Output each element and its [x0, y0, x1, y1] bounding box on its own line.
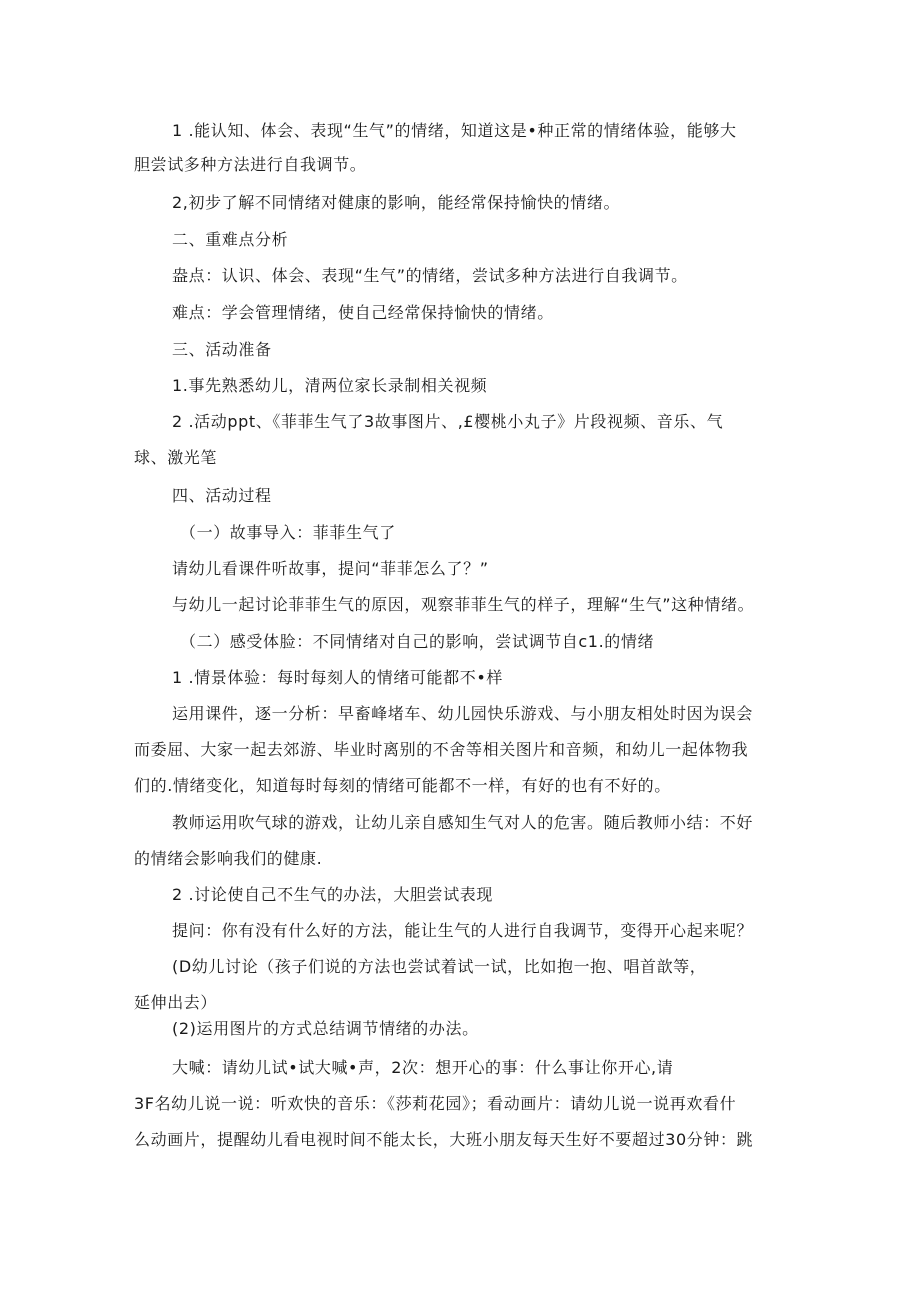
text-line: 1 .情景体验：每时每刻人的情绪可能都不•样: [172, 668, 503, 687]
subsection-heading: （二）感受体脸：不同情绪对自己的影响，尝试调节自c1.的情绪: [180, 632, 655, 651]
subsection-heading: （一）故事导入：菲菲生气了: [180, 523, 396, 542]
text-line: 1.事先熟悉幼儿，清两位家长录制相关视频: [172, 376, 488, 395]
text-line: 2 .讨论使自己不生气的办法，大胆尝试表现: [172, 885, 493, 904]
text-line: (D幼儿讨论（孩子们说的方法也尝试着试一试，比如抱一抱、唱首歆等，: [172, 957, 707, 976]
text-line: 1 .能认知、体会、表现“生气”的情绪，知道这是•种正常的情绪体验，能够大: [172, 121, 737, 140]
text-line: 2 .活动ppt、《菲菲生气了3故事图片、,£樱桃小丸子》片段视频、音乐、气: [172, 412, 724, 431]
text-line: 运用课件，逐一分析：早畜峰堵车、幼儿园快乐游戏、与小朋友相处时因为误会: [172, 704, 754, 723]
text-line: (2)运用图片的方式总结调节情绪的办法。: [172, 1019, 479, 1038]
section-heading: 三、活动准备: [172, 340, 272, 359]
text-line: 3F名幼儿说一说：听欢快的音乐：《莎莉花园》；看动画片：请幼儿说一说再欢看什: [134, 1094, 737, 1113]
text-line: 们的.情绪变化，知道每时每刻的情绪可能都不一样，有好的也有不好的。: [134, 776, 671, 795]
section-heading: 二、重难点分析: [172, 230, 289, 249]
text-line: 么动画片，提醒幼儿看电视时间不能太长，大班小朋友每天生好不要超过30分钟：跳: [134, 1130, 754, 1149]
text-line: 延伸出去）: [134, 993, 218, 1012]
text-line: 2,初步了解不同情绪对健康的影响，能经常保持愉快的情绪。: [172, 193, 621, 212]
text-line: 的情绪会影响我们的健康.: [134, 849, 323, 868]
text-line: 与幼儿一起讨论菲菲生气的原因，观察菲菲生气的样子，理解“生气”这种情绪。: [172, 595, 755, 614]
text-line: 大喊：请幼儿试•试大喊•声，2次：想开心的事：什么事让你开心,请: [172, 1058, 674, 1077]
text-line: 提问：你有没有什么好的方法，能让生气的人进行自我调节，变得开心起来呢？: [172, 921, 754, 940]
text-line: 胆尝试多种方法进行自我调节。: [134, 155, 367, 174]
text-line: 请幼儿看课件听故事，提问“菲菲怎么了？”: [172, 559, 489, 578]
text-line: 盎点：认识、体会、表现“生气”的情绪，尝试多种方法进行自我调节。: [172, 266, 688, 285]
text-line: 而委屈、大家一起去郊游、毕业时离别的不舍等相关图片和音频，和幼儿一起体物我: [134, 740, 749, 759]
text-line: 难点：学会管理情绪，使自己经常保持愉快的情绪。: [172, 303, 554, 322]
text-line: 球、激光笔: [134, 448, 218, 467]
text-line: 教师运用吹气球的游戏，让幼儿亲自感知生气对人的危害。随后教师小结：不好: [172, 813, 754, 832]
section-heading: 四、活动过程: [172, 486, 272, 505]
